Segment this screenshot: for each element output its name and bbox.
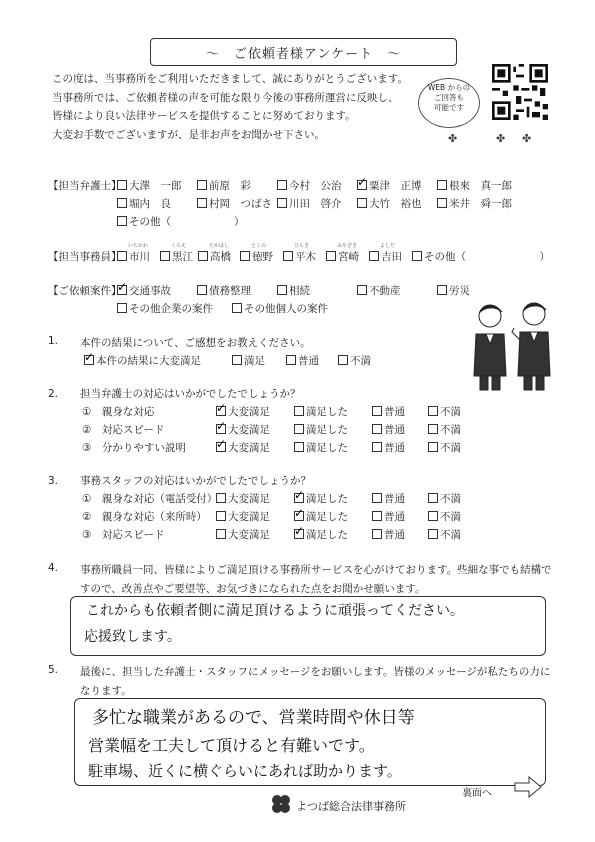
intro-text bbox=[52, 70, 432, 144]
checkbox[interactable] bbox=[216, 511, 226, 521]
checkbox[interactable] bbox=[372, 511, 382, 521]
staff-option-label: 市川 bbox=[129, 251, 150, 263]
q3-option-label: 不満 bbox=[440, 529, 461, 541]
checkbox[interactable] bbox=[369, 251, 379, 261]
q2-option[interactable] bbox=[428, 422, 461, 437]
lawyer-option[interactable] bbox=[357, 178, 422, 193]
checkbox[interactable] bbox=[198, 251, 208, 261]
staff-option[interactable] bbox=[198, 249, 231, 264]
case-option-label: 交通事故 bbox=[129, 285, 171, 297]
q2-option-label: 普通 bbox=[384, 424, 405, 436]
checkbox[interactable] bbox=[197, 198, 207, 208]
q2-option[interactable] bbox=[294, 404, 348, 419]
lawyer-option-label: 村岡 つばさ bbox=[209, 198, 272, 210]
lawyer-option-label: 粟津 正博 bbox=[369, 180, 422, 192]
staff-option[interactable] bbox=[283, 249, 316, 264]
q3-option-label: 普通 bbox=[384, 511, 405, 523]
case-option-label: その他企業の案件 bbox=[129, 303, 213, 315]
bubble-line-3: 可能です bbox=[434, 103, 464, 112]
checkbox[interactable] bbox=[232, 303, 242, 313]
q3-option-label: 不満 bbox=[440, 493, 461, 505]
checkbox[interactable] bbox=[294, 424, 304, 434]
checkbox[interactable] bbox=[294, 493, 304, 503]
case-option[interactable] bbox=[277, 283, 310, 298]
q2-number: 2. bbox=[48, 388, 59, 400]
q3-option[interactable] bbox=[294, 527, 348, 542]
q1-option-label: 満足 bbox=[244, 355, 265, 367]
staff-ruby: たかはし bbox=[209, 243, 230, 249]
clover-logo-icon bbox=[270, 793, 292, 815]
staff-option[interactable] bbox=[326, 249, 359, 264]
staff-ruby: くろえ bbox=[171, 243, 187, 249]
q3-option-label: 大変満足 bbox=[228, 511, 270, 523]
q1-option[interactable] bbox=[232, 353, 265, 368]
checkbox[interactable] bbox=[428, 424, 438, 434]
checkbox[interactable] bbox=[437, 285, 447, 295]
lawyer-option-label: 前原 彩 bbox=[209, 180, 251, 192]
checkbox[interactable] bbox=[117, 303, 127, 313]
checkbox[interactable] bbox=[357, 198, 367, 208]
q2-row-label: ① 親身な対応 bbox=[82, 406, 155, 418]
lawyer-option-label: 大澤 一郎 bbox=[129, 180, 182, 192]
q1-number: 1. bbox=[48, 335, 59, 347]
staff-ruby: いちかわ bbox=[128, 243, 149, 249]
q1-option[interactable] bbox=[286, 353, 319, 368]
checkbox[interactable] bbox=[277, 285, 287, 295]
firm-name: よつば総合法律事務所 bbox=[296, 800, 406, 813]
survey-title: ～ ご依頼者様アンケート ～ bbox=[150, 38, 457, 66]
q5-question-line2: なります。 bbox=[80, 685, 132, 697]
staff-option-label: 黒江 bbox=[172, 251, 193, 263]
checkbox[interactable] bbox=[428, 511, 438, 521]
checkbox[interactable] bbox=[160, 251, 170, 261]
case-option-label: その他個人の案件 bbox=[244, 303, 328, 315]
checkbox[interactable] bbox=[372, 529, 382, 539]
checkbox[interactable] bbox=[117, 216, 127, 226]
q2-option-label: 満足した bbox=[306, 442, 348, 454]
checkbox[interactable] bbox=[216, 406, 226, 416]
checkbox[interactable] bbox=[294, 406, 304, 416]
checkbox[interactable] bbox=[437, 180, 447, 190]
q3-option[interactable] bbox=[216, 509, 270, 524]
lawyer-option-label: 川田 啓介 bbox=[289, 198, 342, 210]
q2-row-label: ② 対応スピード bbox=[82, 424, 165, 436]
checkbox[interactable] bbox=[232, 355, 242, 365]
clover-icon: ✤ bbox=[522, 132, 532, 145]
bubble-line-2: ご回答も bbox=[434, 93, 464, 102]
q3-option[interactable] bbox=[294, 491, 348, 506]
q3-option[interactable] bbox=[372, 491, 405, 506]
q3-option-label: 大変満足 bbox=[228, 493, 270, 505]
case-option-label: 債務整理 bbox=[209, 285, 251, 297]
q2-option[interactable] bbox=[372, 404, 405, 419]
checkbox[interactable] bbox=[216, 442, 226, 452]
lawyer-option[interactable] bbox=[117, 178, 182, 193]
web-answer-bubble bbox=[418, 78, 480, 128]
staff-ruby: とくの bbox=[251, 243, 267, 249]
checkbox[interactable] bbox=[277, 180, 287, 190]
clover-icon: ✤ bbox=[496, 132, 506, 145]
q1-option[interactable] bbox=[84, 353, 201, 368]
q2-option[interactable] bbox=[216, 422, 270, 437]
checkbox[interactable] bbox=[294, 511, 304, 521]
intro-line-2: 当事務所では、ご依頼者様の声を可能な限り今後の事務所運営に反映し、 bbox=[52, 91, 399, 104]
intro-line-4: 大変お手数でございますが、是非お声をお聞かせ下さい。 bbox=[52, 128, 325, 141]
staff-ruby: みやざき bbox=[337, 243, 358, 249]
lawyer-option[interactable] bbox=[117, 196, 171, 211]
q3-option-label: 大変満足 bbox=[228, 529, 270, 541]
q3-option-label: 普通 bbox=[384, 493, 405, 505]
clover-icon: ✤ bbox=[448, 132, 458, 145]
q1-option-label: 本件の結果に大変満足 bbox=[96, 355, 201, 367]
q3-option[interactable] bbox=[372, 527, 405, 542]
q1-question: 本件の結果について、ご感想をお教えください。 bbox=[80, 337, 311, 349]
checkbox[interactable] bbox=[117, 180, 127, 190]
bubble-line-1: WEB からの bbox=[427, 83, 471, 92]
q2-option[interactable] bbox=[216, 440, 270, 455]
q2-option[interactable] bbox=[216, 404, 270, 419]
q2-option-label: 普通 bbox=[384, 442, 405, 454]
q2-option[interactable] bbox=[428, 440, 461, 455]
q3-option-label: 普通 bbox=[384, 529, 405, 541]
lawyer-option[interactable] bbox=[277, 178, 342, 193]
case-option[interactable] bbox=[197, 283, 251, 298]
q5-answer-line1: 多忙な職業があるので、営業時間や休日等 bbox=[92, 708, 415, 728]
q2-option-label: 不満 bbox=[440, 406, 461, 418]
checkbox[interactable] bbox=[117, 251, 127, 261]
q2-option-label: 大変満足 bbox=[228, 424, 270, 436]
q2-row-label: ③ 分かりやすい説明 bbox=[82, 442, 186, 454]
lawyer-option-label: 今村 公治 bbox=[289, 180, 342, 192]
case-option[interactable] bbox=[437, 283, 470, 298]
checkbox[interactable] bbox=[357, 285, 367, 295]
lawyer-option-label: 根來 真一郎 bbox=[449, 180, 512, 192]
checkbox[interactable] bbox=[286, 355, 296, 365]
q3-option[interactable] bbox=[216, 491, 270, 506]
intro-line-1: この度は、当事務所をご利用いただきまして、誠にありがとうございます。 bbox=[52, 73, 408, 85]
q4-question-line2: すので、改善点やご要望等、お気づきになられた点をお聞かせ願います。 bbox=[80, 583, 426, 595]
back-page-label: 裏面へ bbox=[462, 788, 492, 799]
checkbox[interactable] bbox=[372, 493, 382, 503]
q4-number: 4. bbox=[48, 562, 59, 574]
q2-option-label: 普通 bbox=[384, 406, 405, 418]
q3-option[interactable] bbox=[428, 509, 461, 524]
q3-option[interactable] bbox=[294, 509, 348, 524]
case-option[interactable] bbox=[117, 301, 213, 316]
checkbox[interactable] bbox=[216, 424, 226, 434]
case-option[interactable] bbox=[357, 283, 401, 298]
staff-ruby: ひらき bbox=[294, 243, 310, 249]
case-option-label: 不動産 bbox=[369, 285, 401, 297]
q3-option-label: 満足した bbox=[306, 511, 348, 523]
q2-option[interactable] bbox=[428, 404, 461, 419]
checkbox[interactable] bbox=[216, 493, 226, 503]
staff-option-label: 高橋 bbox=[210, 251, 231, 263]
staff-label: 【担当事務員】 bbox=[48, 251, 122, 263]
q2-option[interactable] bbox=[294, 422, 348, 437]
staff-option-label: 平木 bbox=[295, 251, 316, 263]
lawyer-label: 【担当弁護士】 bbox=[48, 180, 122, 192]
checkbox[interactable] bbox=[283, 251, 293, 261]
q3-row-label: ③ 対応スピード bbox=[82, 529, 165, 541]
q4-answer-line1: これからも依頼者側に満足頂けるように頑張ってください。 bbox=[86, 603, 464, 619]
staff-option[interactable] bbox=[369, 249, 402, 264]
case-option[interactable] bbox=[117, 283, 171, 298]
lawyer-other-label: その他（ ） bbox=[129, 216, 245, 228]
lawyer-other[interactable] bbox=[117, 214, 245, 229]
checkbox[interactable] bbox=[357, 180, 367, 190]
checkbox[interactable] bbox=[372, 442, 382, 452]
checkbox[interactable] bbox=[117, 285, 127, 295]
checkbox[interactable] bbox=[197, 285, 207, 295]
q2-option[interactable] bbox=[372, 422, 405, 437]
checkbox[interactable] bbox=[428, 529, 438, 539]
lawyer-option[interactable] bbox=[197, 178, 251, 193]
staff-illustration bbox=[462, 296, 562, 392]
case-option-label: 労災 bbox=[449, 285, 470, 297]
q2-option-label: 大変満足 bbox=[228, 442, 270, 454]
checkbox[interactable] bbox=[412, 251, 422, 261]
qr-code[interactable] bbox=[492, 64, 548, 120]
case-option-label: 相続 bbox=[289, 285, 310, 297]
checkbox[interactable] bbox=[372, 424, 382, 434]
checkbox[interactable] bbox=[216, 529, 226, 539]
staff-option-label: 吉田 bbox=[381, 251, 402, 263]
checkbox[interactable] bbox=[197, 180, 207, 190]
checkbox[interactable] bbox=[338, 355, 348, 365]
checkbox[interactable] bbox=[437, 198, 447, 208]
q2-question: 担当弁護士の対応はいかがでしたでしょうか？ bbox=[80, 388, 301, 400]
staff-option[interactable] bbox=[117, 249, 150, 264]
q3-option[interactable] bbox=[428, 491, 461, 506]
q3-question: 事務スタッフの対応はいかがでしたでしょうか？ bbox=[80, 475, 311, 487]
checkbox[interactable] bbox=[372, 406, 382, 416]
q3-option[interactable] bbox=[428, 527, 461, 542]
checkbox[interactable] bbox=[84, 355, 94, 365]
q3-option-label: 満足した bbox=[306, 493, 348, 505]
arrow-right-icon[interactable] bbox=[514, 776, 542, 798]
lawyer-option[interactable] bbox=[357, 196, 422, 211]
q1-option-label: 不満 bbox=[350, 355, 371, 367]
lawyer-option-label: 米井 舜一郎 bbox=[449, 198, 512, 210]
q3-number: 3. bbox=[48, 475, 59, 487]
q2-option-label: 不満 bbox=[440, 442, 461, 454]
checkbox[interactable] bbox=[326, 251, 336, 261]
q4-answer-line2: 応援致します。 bbox=[84, 629, 181, 645]
q3-option-label: 不満 bbox=[440, 511, 461, 523]
staff-option-label: 宮崎 bbox=[338, 251, 359, 263]
lawyer-option-label: 堀内 良 bbox=[129, 198, 171, 210]
q3-option[interactable] bbox=[372, 509, 405, 524]
staff-ruby: よしだ bbox=[380, 243, 396, 249]
lawyer-option-label: 大竹 裕也 bbox=[369, 198, 422, 210]
checkbox[interactable] bbox=[294, 442, 304, 452]
staff-option[interactable] bbox=[412, 249, 550, 264]
checkbox[interactable] bbox=[428, 493, 438, 503]
q3-option-label: 満足した bbox=[306, 529, 348, 541]
q2-option-label: 満足した bbox=[306, 424, 348, 436]
intro-line-3: 皆様により良い法律サービスを提供することに努めております。 bbox=[52, 110, 356, 122]
q5-answer-line3: 駐車場、近くに横ぐらいにあれば助かります。 bbox=[88, 762, 402, 780]
q5-number: 5. bbox=[48, 664, 59, 676]
q5-question-line1: 最後に、担当した弁護士・スタッフにメッセージをお願いします。皆様のメッセージが私たちの力に bbox=[80, 666, 551, 678]
checkbox[interactable] bbox=[240, 251, 250, 261]
q3-row-label: ② 親身な対応（来所時） bbox=[82, 511, 207, 523]
q2-option[interactable] bbox=[372, 440, 405, 455]
checkbox[interactable] bbox=[277, 198, 287, 208]
staff-option-label: その他（ ） bbox=[424, 251, 550, 263]
staff-option-label: 徳野 bbox=[252, 251, 273, 263]
case-option[interactable] bbox=[232, 301, 328, 316]
lawyer-option[interactable] bbox=[437, 196, 512, 211]
lawyer-option[interactable] bbox=[277, 196, 342, 211]
staff-option[interactable] bbox=[160, 249, 193, 264]
q2-option-label: 大変満足 bbox=[228, 406, 270, 418]
q4-question-line1: 事務所職員一同、皆様によりご満足頂ける事務所サービスを心がけております。些細な事でも結構で bbox=[80, 564, 552, 576]
q2-option-label: 満足した bbox=[306, 406, 348, 418]
q5-answer-line2: 営業幅を工夫して頂けると有難いです。 bbox=[88, 736, 375, 755]
staff-option[interactable] bbox=[240, 249, 273, 264]
q3-option[interactable] bbox=[216, 527, 270, 542]
q3-row-label: ① 親身な対応（電話受付） bbox=[82, 493, 218, 505]
q1-option[interactable] bbox=[338, 353, 371, 368]
q2-option-label: 不満 bbox=[440, 424, 461, 436]
checkbox[interactable] bbox=[428, 442, 438, 452]
checkbox[interactable] bbox=[428, 406, 438, 416]
lawyer-option[interactable] bbox=[437, 178, 512, 193]
q1-option-label: 普通 bbox=[298, 355, 319, 367]
lawyer-option[interactable] bbox=[197, 196, 272, 211]
checkbox[interactable] bbox=[117, 198, 127, 208]
case-label: 【ご依頼案件】 bbox=[48, 285, 122, 297]
q2-option[interactable] bbox=[294, 440, 348, 455]
checkbox[interactable] bbox=[294, 529, 304, 539]
